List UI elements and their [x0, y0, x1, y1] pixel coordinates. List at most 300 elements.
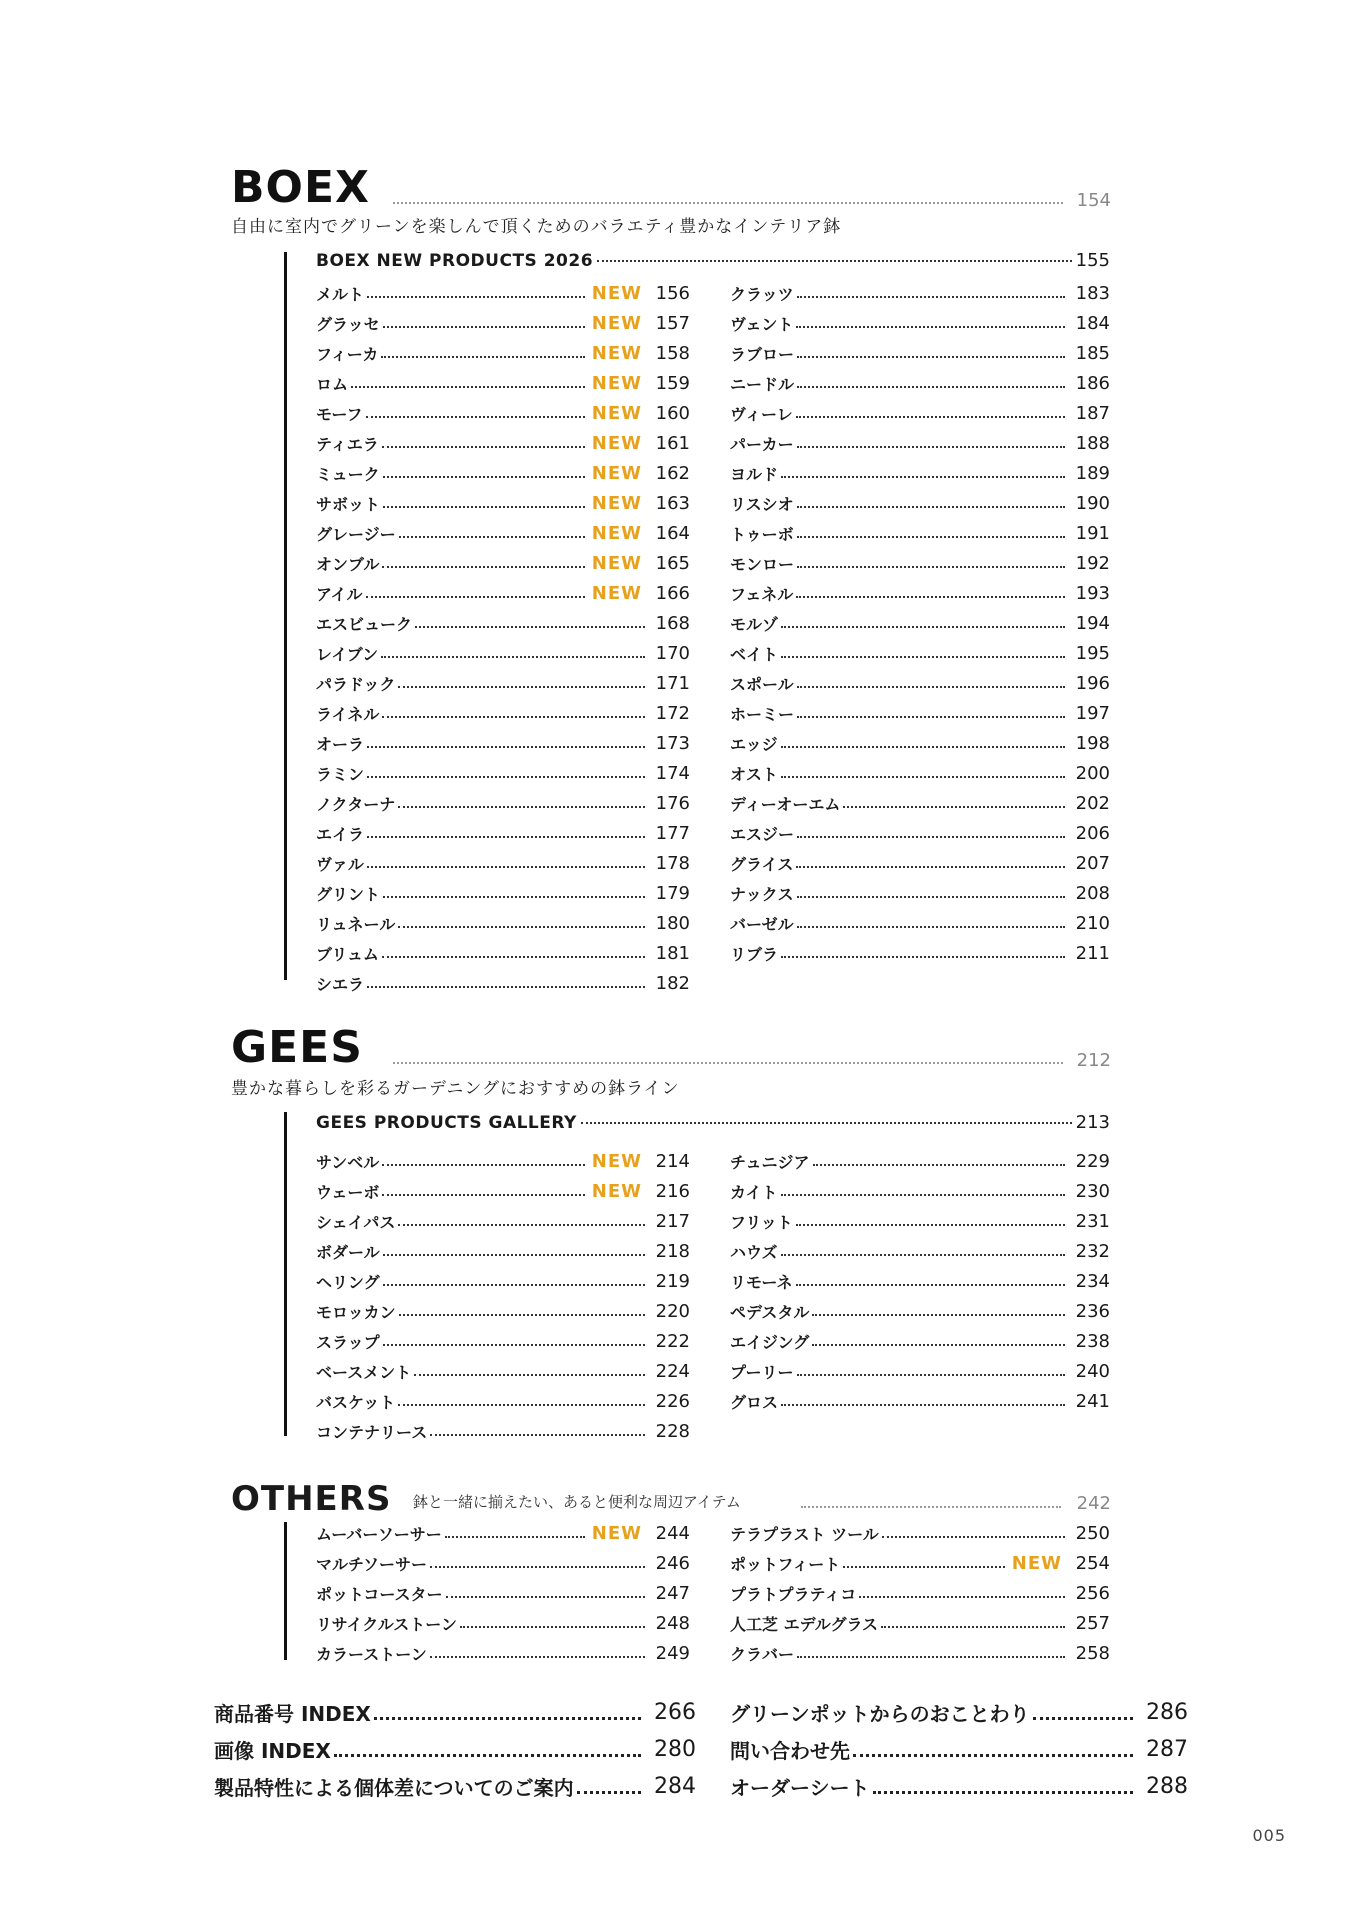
entry-page: 222: [655, 1330, 690, 1352]
new-badge: NEW: [591, 282, 642, 304]
new-badge: NEW: [591, 1180, 642, 1202]
entry-page: 198: [1075, 732, 1110, 754]
entry-label: プーリー: [730, 1362, 794, 1382]
gees-entry[interactable]: [730, 1236, 1110, 1266]
dot-leader: [796, 596, 1065, 598]
boex-entry[interactable]: [316, 758, 690, 788]
entry-page: 218: [655, 1240, 690, 1262]
new-badge: NEW: [591, 342, 642, 364]
boex-entry[interactable]: [316, 398, 690, 428]
boex-entry[interactable]: [730, 428, 1110, 458]
gees-title: GEES: [231, 1022, 363, 1073]
entry-page: 240: [1075, 1360, 1110, 1382]
dot-leader: [781, 1404, 1065, 1406]
entry-label: 商品番号 INDEX: [214, 1702, 371, 1726]
dot-leader: [781, 956, 1065, 958]
dot-leader: [781, 1194, 1065, 1196]
entry-label: カイト: [730, 1182, 778, 1202]
dot-leader: [797, 386, 1065, 388]
dot-leader: [383, 476, 585, 478]
gees-subtitle: 豊かな暮らしを彩るガーデニングにおすすめの鉢ライン: [231, 1079, 680, 1099]
boex-entry[interactable]: [316, 368, 690, 398]
gees-entry[interactable]: [316, 1236, 690, 1266]
dot-leader: [398, 1224, 645, 1226]
dot-leader: [367, 296, 585, 298]
dot-leader: [797, 566, 1065, 568]
entry-label: リュネール: [316, 914, 396, 934]
others-entry[interactable]: [730, 1638, 1110, 1668]
others-entry[interactable]: [730, 1608, 1110, 1638]
gees-page: 212: [1076, 1050, 1111, 1071]
entry-label: モーフ: [316, 404, 363, 424]
dot-leader: [381, 656, 645, 658]
entry-label: ホーミー: [730, 704, 795, 724]
others-page: 242: [1076, 1493, 1111, 1514]
gees-entry[interactable]: [316, 1356, 690, 1386]
dot-leader: [399, 1314, 645, 1316]
entry-page: 160: [655, 402, 690, 424]
dot-leader: [382, 1164, 585, 1166]
dot-leader: [797, 446, 1065, 448]
dot-leader: [797, 506, 1065, 508]
entry-label: ボダール: [316, 1242, 380, 1262]
dot-leader: [797, 536, 1065, 538]
boex-entry[interactable]: [730, 848, 1110, 878]
entry-label: ロム: [316, 374, 349, 394]
entry-label: ベイト: [730, 644, 779, 664]
boex-entry[interactable]: [316, 308, 690, 338]
entry-page: 254: [1075, 1552, 1110, 1574]
entry-label: リブラ: [730, 944, 779, 964]
dot-leader: [797, 686, 1065, 688]
boex-entry[interactable]: [316, 488, 690, 518]
entry-label: テラプラスト ツール: [730, 1524, 879, 1544]
entry-page: 288: [1146, 1774, 1188, 1799]
dot-leader: [1033, 1717, 1133, 1720]
others-entry[interactable]: [316, 1578, 690, 1608]
new-badge: NEW: [591, 462, 642, 484]
gees-heading: [231, 1010, 1111, 1073]
gees-entry[interactable]: [316, 1296, 690, 1326]
entry-page: 163: [655, 492, 690, 514]
boex-entry[interactable]: [730, 548, 1110, 578]
entry-page: 217: [655, 1210, 690, 1232]
gees-entry[interactable]: [316, 1326, 690, 1356]
entry-page: 200: [1075, 762, 1110, 784]
dot-leader: [383, 896, 645, 898]
entry-label: オンブル: [316, 554, 380, 574]
entry-label: クラッツ: [730, 284, 794, 304]
footer-entry[interactable]: [730, 1768, 1188, 1805]
entry-page: 231: [1075, 1210, 1110, 1232]
gees-heading-leader: [393, 1062, 1063, 1064]
entry-label: 画像 INDEX: [214, 1739, 331, 1763]
entry-page: 172: [655, 702, 690, 724]
gees-entry[interactable]: [316, 1176, 690, 1206]
entry-page: 174: [655, 762, 690, 784]
boex-lead-page: 155: [1075, 250, 1110, 271]
entry-label: 問い合わせ先: [730, 1739, 850, 1763]
dot-leader: [398, 926, 645, 928]
boex-entry[interactable]: [316, 908, 690, 938]
entry-label: ノクターナ: [316, 794, 396, 814]
entry-page: 176: [655, 792, 690, 814]
entry-page: 195: [1075, 642, 1110, 664]
dot-leader: [383, 326, 585, 328]
boex-entry[interactable]: [730, 638, 1110, 668]
dot-leader: [797, 716, 1065, 718]
gees-entry[interactable]: [316, 1266, 690, 1296]
dot-leader: [382, 956, 645, 958]
dot-leader: [812, 1314, 1065, 1316]
entry-label: サボット: [316, 494, 381, 514]
new-badge: NEW: [591, 492, 642, 514]
dot-leader: [781, 746, 1065, 748]
dot-leader: [797, 1374, 1065, 1376]
entry-page: 244: [655, 1522, 690, 1544]
boex-entry[interactable]: [730, 578, 1110, 608]
dot-leader: [781, 776, 1065, 778]
entry-page: 232: [1075, 1240, 1110, 1262]
boex-entry[interactable]: [316, 788, 690, 818]
entry-page: 266: [654, 1700, 696, 1725]
boex-entry[interactable]: [316, 938, 690, 968]
others-heading: [231, 1466, 1111, 1519]
entry-label: プラトプラティコ: [730, 1584, 857, 1604]
footer-entry[interactable]: [214, 1731, 696, 1768]
entry-label: クラバー: [730, 1644, 795, 1664]
boex-entry[interactable]: [316, 728, 690, 758]
entry-label: シェイパス: [316, 1212, 396, 1232]
entry-label: 人工芝 エデルグラス: [730, 1614, 878, 1634]
entry-page: 230: [1075, 1180, 1110, 1202]
entry-page: 179: [655, 882, 690, 904]
entry-label: リモーネ: [730, 1272, 793, 1292]
entry-label: ニードル: [730, 374, 795, 394]
boex-entry[interactable]: [316, 968, 690, 998]
dot-leader: [797, 1656, 1065, 1658]
dot-leader: [367, 776, 645, 778]
dot-leader: [781, 656, 1065, 658]
dot-leader: [382, 446, 585, 448]
boex-entry[interactable]: [316, 638, 690, 668]
new-badge: NEW: [591, 522, 642, 544]
others-subtitle: 鉢と一緒に揃えたい、あると便利な周辺アイテム: [413, 1493, 741, 1511]
footer-entry[interactable]: [214, 1694, 696, 1731]
footer-right-column: [730, 1694, 1188, 1805]
dot-leader: [366, 596, 585, 598]
boex-entry[interactable]: [316, 458, 690, 488]
boex-entry[interactable]: [730, 458, 1110, 488]
entry-page: 168: [655, 612, 690, 634]
entry-label: ミューク: [316, 464, 380, 484]
entry-label: パーカー: [730, 434, 794, 454]
dot-leader: [414, 1374, 645, 1376]
boex-entry[interactable]: [730, 278, 1110, 308]
entry-page: 193: [1075, 582, 1110, 604]
entry-page: 188: [1075, 432, 1110, 454]
gees-entry[interactable]: [730, 1206, 1110, 1236]
boex-entry[interactable]: [730, 398, 1110, 428]
boex-section-bar: [284, 252, 287, 980]
entry-label: モルゾ: [730, 614, 779, 634]
entry-label: バスケット: [316, 1392, 396, 1412]
entry-page: 177: [655, 822, 690, 844]
dot-leader: [843, 1566, 1005, 1568]
gees-entry[interactable]: [316, 1146, 690, 1176]
boex-entry[interactable]: [316, 278, 690, 308]
entry-label: モロッカン: [316, 1302, 396, 1322]
entry-page: 170: [655, 642, 690, 664]
entry-label: メルト: [316, 284, 365, 304]
entry-label: グリーンポットからのおことわり: [730, 1702, 1030, 1726]
entry-label: エスジー: [730, 824, 795, 844]
entry-label: サンベル: [316, 1152, 380, 1172]
entry-page: 229: [1075, 1150, 1110, 1172]
dot-leader: [381, 356, 584, 358]
boex-title: BOEX: [231, 162, 370, 213]
dot-leader: [382, 716, 645, 718]
boex-entry[interactable]: [316, 578, 690, 608]
boex-entry[interactable]: [730, 518, 1110, 548]
boex-entry[interactable]: [730, 308, 1110, 338]
dot-leader: [813, 1164, 1065, 1166]
entry-page: 241: [1075, 1390, 1110, 1412]
entry-label: オーダーシート: [730, 1776, 870, 1800]
entry-page: 165: [655, 552, 690, 574]
entry-label: ヴェント: [730, 314, 794, 334]
boex-entry[interactable]: [730, 338, 1110, 368]
dot-leader: [367, 836, 645, 838]
entry-label: ラブロー: [730, 344, 795, 364]
gees-lead-page: 213: [1075, 1112, 1110, 1133]
entry-page: 258: [1075, 1642, 1110, 1664]
boex-entry[interactable]: [730, 758, 1110, 788]
dot-leader: [430, 1434, 645, 1436]
boex-entry[interactable]: [730, 938, 1110, 968]
entry-label: チュニジア: [730, 1152, 810, 1172]
dot-leader: [796, 1224, 1065, 1226]
dot-leader: [781, 476, 1065, 478]
entry-page: 287: [1146, 1737, 1188, 1762]
gees-entry[interactable]: [730, 1296, 1110, 1326]
dot-leader: [881, 1626, 1065, 1628]
entry-label: オスト: [730, 764, 778, 784]
dot-leader: [398, 686, 645, 688]
entry-label: ハウズ: [730, 1242, 778, 1262]
boex-lead-entry[interactable]: [316, 250, 1110, 276]
new-badge: NEW: [591, 1150, 642, 1172]
entry-page: 187: [1075, 402, 1110, 424]
gees-section-bar: [284, 1112, 287, 1436]
others-entry[interactable]: [730, 1518, 1110, 1548]
others-entry[interactable]: [730, 1578, 1110, 1608]
others-entry[interactable]: [730, 1548, 1110, 1578]
entry-page: 186: [1075, 372, 1110, 394]
entry-page: 208: [1075, 882, 1110, 904]
gees-right-column: [730, 1146, 1110, 1416]
entry-page: 236: [1075, 1300, 1110, 1322]
entry-page: 191: [1075, 522, 1110, 544]
boex-entry[interactable]: [730, 788, 1110, 818]
footer-entry[interactable]: [730, 1731, 1188, 1768]
dot-leader: [797, 896, 1065, 898]
entry-label: アイル: [316, 584, 363, 604]
dot-leader: [796, 1284, 1065, 1286]
entry-label: エイジング: [730, 1332, 810, 1352]
entry-label: パラドック: [316, 674, 396, 694]
boex-entry[interactable]: [730, 908, 1110, 938]
entry-label: 製品特性による個体差についてのご案内: [214, 1776, 574, 1800]
new-badge: NEW: [591, 552, 642, 574]
dot-leader: [781, 626, 1065, 628]
gees-entry[interactable]: [730, 1146, 1110, 1176]
dot-leader: [873, 1791, 1133, 1794]
boex-entry[interactable]: [316, 608, 690, 638]
entry-page: 156: [655, 282, 690, 304]
boex-entry[interactable]: [730, 818, 1110, 848]
footer-entry[interactable]: [730, 1694, 1188, 1731]
entry-label: ポットコースター: [316, 1584, 443, 1604]
entry-page: 286: [1146, 1700, 1188, 1725]
dot-leader: [882, 1536, 1065, 1538]
entry-label: バーゼル: [730, 914, 794, 934]
dot-leader: [383, 1284, 645, 1286]
dot-leader: [382, 1194, 584, 1196]
entry-page: 157: [655, 312, 690, 334]
entry-page: 181: [655, 942, 690, 964]
entry-label: ナックス: [730, 884, 794, 904]
gees-entry[interactable]: [730, 1386, 1110, 1416]
dot-leader: [374, 1717, 641, 1720]
boex-entry[interactable]: [316, 698, 690, 728]
dot-leader: [351, 386, 585, 388]
entry-label: ブリュム: [316, 944, 379, 964]
entry-label: グリント: [316, 884, 381, 904]
gees-entry[interactable]: [730, 1266, 1110, 1296]
dot-leader: [797, 836, 1065, 838]
entry-page: 183: [1075, 282, 1110, 304]
entry-page: 249: [655, 1642, 690, 1664]
boex-lead-label: BOEX NEW PRODUCTS 2026: [316, 251, 594, 271]
dot-leader: [398, 1404, 645, 1406]
entry-page: 173: [655, 732, 690, 754]
others-entry[interactable]: [316, 1638, 690, 1668]
entry-page: 284: [654, 1774, 696, 1799]
entry-label: ティエラ: [316, 434, 379, 454]
new-badge: NEW: [591, 1522, 642, 1544]
entry-page: 256: [1075, 1582, 1110, 1604]
boex-entry[interactable]: [316, 338, 690, 368]
entry-label: ヘリング: [316, 1272, 380, 1292]
entry-label: マルチソーサー: [316, 1554, 428, 1574]
entry-page: 207: [1075, 852, 1110, 874]
dot-leader: [853, 1754, 1133, 1757]
dot-leader: [398, 806, 645, 808]
entry-page: 214: [655, 1150, 690, 1172]
gees-entry[interactable]: [730, 1326, 1110, 1356]
boex-page: 154: [1076, 190, 1111, 211]
entry-label: リスシオ: [730, 494, 794, 514]
entry-label: リサイクルストーン: [316, 1614, 457, 1634]
entry-label: フェネル: [730, 584, 794, 604]
entry-page: 196: [1075, 672, 1110, 694]
boex-entry[interactable]: [316, 428, 690, 458]
boex-entry[interactable]: [316, 848, 690, 878]
entry-label: エッジ: [730, 734, 778, 754]
boex-entry[interactable]: [730, 608, 1110, 638]
others-entry[interactable]: [316, 1518, 690, 1548]
entry-page: 248: [655, 1612, 690, 1634]
new-badge: NEW: [591, 312, 642, 334]
dot-leader: [415, 626, 645, 628]
dot-leader: [797, 926, 1065, 928]
dot-leader: [383, 1344, 645, 1346]
boex-entry[interactable]: [316, 818, 690, 848]
dot-leader: [367, 866, 645, 868]
dot-leader: [367, 986, 645, 988]
entry-page: 197: [1075, 702, 1110, 724]
entry-page: 194: [1075, 612, 1110, 634]
gees-lead-entry[interactable]: [316, 1112, 1110, 1138]
others-left-column: [316, 1518, 690, 1668]
entry-page: 189: [1075, 462, 1110, 484]
entry-label: カラーストーン: [316, 1644, 427, 1664]
entry-label: フリット: [730, 1212, 793, 1232]
boex-entry[interactable]: [730, 668, 1110, 698]
boex-entry[interactable]: [730, 878, 1110, 908]
footer-entry[interactable]: [214, 1768, 696, 1805]
dot-leader: [383, 506, 585, 508]
others-section-bar: [284, 1522, 287, 1660]
dot-leader: [796, 866, 1065, 868]
gees-entry[interactable]: [316, 1386, 690, 1416]
others-entry[interactable]: [316, 1548, 690, 1578]
entry-page: 171: [655, 672, 690, 694]
gees-entry[interactable]: [730, 1176, 1110, 1206]
others-title: OTHERS: [231, 1479, 392, 1519]
dot-leader: [796, 326, 1065, 328]
entry-page: 257: [1075, 1612, 1110, 1634]
others-entry[interactable]: [316, 1608, 690, 1638]
boex-entry[interactable]: [316, 668, 690, 698]
entry-page: 247: [655, 1582, 690, 1604]
gees-entry[interactable]: [316, 1206, 690, 1236]
entry-page: 238: [1075, 1330, 1110, 1352]
entry-label: トゥーボ: [730, 524, 794, 544]
dot-leader: [334, 1754, 641, 1757]
boex-entry[interactable]: [316, 518, 690, 548]
dot-leader: [797, 356, 1065, 358]
boex-entry[interactable]: [730, 368, 1110, 398]
gees-entry[interactable]: [316, 1416, 690, 1446]
entry-label: オーラ: [316, 734, 365, 754]
new-badge: NEW: [591, 432, 642, 454]
boex-entry[interactable]: [316, 548, 690, 578]
entry-page: 159: [655, 372, 690, 394]
entry-label: グライス: [730, 854, 794, 874]
boex-entry[interactable]: [730, 488, 1110, 518]
dot-leader: [797, 296, 1065, 298]
boex-entry[interactable]: [730, 728, 1110, 758]
boex-entry[interactable]: [730, 698, 1110, 728]
entry-label: グレージー: [316, 524, 396, 544]
dot-leader: [445, 1536, 585, 1538]
gees-entry[interactable]: [730, 1356, 1110, 1386]
new-badge: NEW: [591, 402, 642, 424]
boex-entry[interactable]: [316, 878, 690, 908]
entry-page: 246: [655, 1552, 690, 1574]
